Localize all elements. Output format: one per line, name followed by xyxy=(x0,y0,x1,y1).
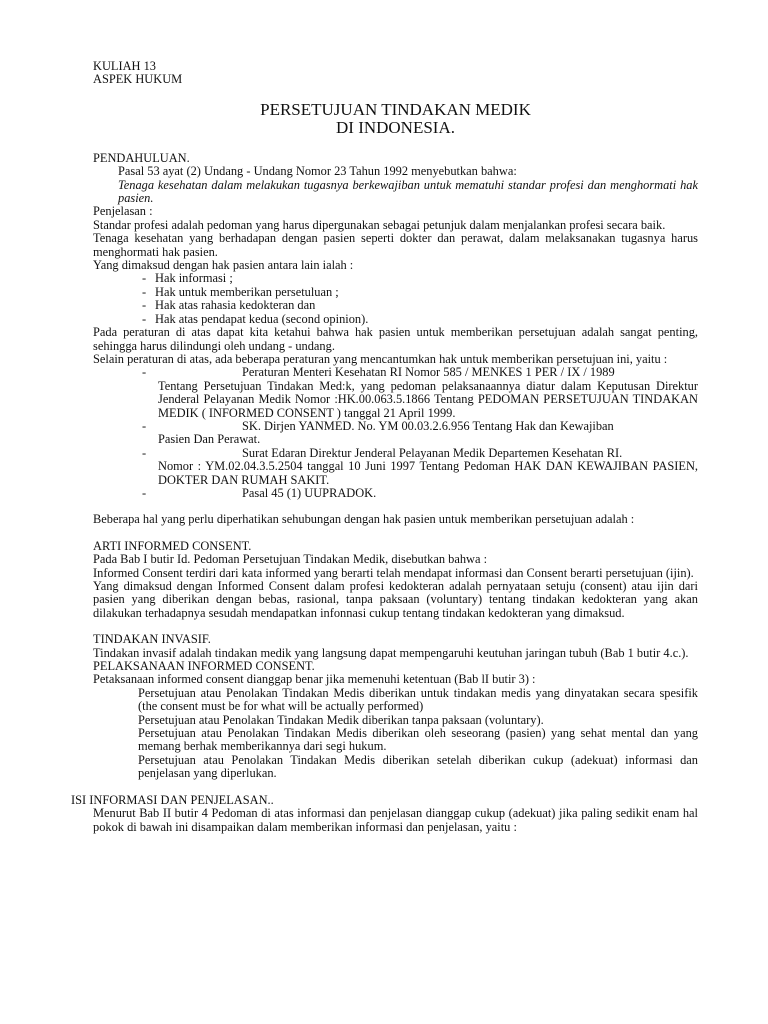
list-item: - Hak informasi ; xyxy=(93,272,698,285)
regulation-first-line: Pasal 45 (1) UUPRADOK. xyxy=(242,485,377,500)
title-line-1: PERSETUJUAN TINDAKAN MEDIK xyxy=(260,99,531,119)
section-heading: PENDAHULUAN. xyxy=(93,150,190,165)
list-item: Persetujuan atau Penolakan Tindakan Medik diberikan tanpa paksaan (voluntary). xyxy=(138,712,544,727)
section-heading: TINDAKAN INVASIF. xyxy=(93,632,211,647)
course-number: KULIAH 13 xyxy=(93,59,156,73)
section-pelaksanaan xyxy=(93,660,698,781)
list-item: - Surat Edaran Direktur Jenderal Pelayanan Medik Departemen Kesehatan RI. Nomor : YM.02.04.3.5.2504 tanggal 10 Juni 1997 Tentang Pedoman HAK DAN KEWAJIBAN PASIEN, DOKTER DAN RUMAH SAKIT. xyxy=(142,445,698,487)
course-topic: ASPEK HUKUM xyxy=(93,72,183,87)
regulation-continuation: Pasien Dan Perawat. xyxy=(158,432,261,447)
regulations-list xyxy=(93,366,698,500)
paragraph: Informed Consent terdiri dari kata informed yang berarti telah mendapat informasi dan Consent berarti persetujuan (ijin). xyxy=(93,565,694,580)
list-item: - Hak atas rahasia kedokteran dan xyxy=(93,299,698,312)
list-item: Persetujuan atau Penolakan Tindakan Medis diberikan untuk tindakan medis yang dinyatakan secara spesifik (the consent must be for what will be actually performed) xyxy=(138,685,698,714)
paragraph: Beberapa hal yang perlu diperhatikan sehubungan dengan hak pasien untuk memberikan persetujuan adalah : xyxy=(93,512,635,527)
section-invasif xyxy=(93,633,698,660)
paragraph: Yang dimaksud dengan Informed Consent dalam profesi kedokteran adalah pernyataan setuju (consent) atau ijin dari pasien yang diberikan dengan bebas, rasional, tanpa paksaan (voluntary) tentang tindakan kedokteran yang akan dilakukan terhadapnya sesudah mendapatkan infonnasi cukup tentang tindakan kedokteran yang dimaksud. xyxy=(93,579,698,620)
regulation-continuation: Tentang Persetujuan Tindakan Med:k, yang pedoman pelaksanaannya diatur dalam Keputusan Direktur Jenderal Pelayanan Medik Nomor :HK.00.063.5.1866 Tentang PEDOMAN PERSETUJUAN TINDAKAN MEDIK ( INFORMED CONSENT ) tanggal 21 April 1999. xyxy=(158,378,698,420)
paragraph: Yang dimaksud dengan hak pasien antara lain ialah : xyxy=(93,258,354,273)
document-title xyxy=(93,101,698,138)
paragraph: Selain peraturan di atas, ada beberapa peraturan yang mencantumkan hak untuk memberikan persetujuan ini, yaitu : xyxy=(93,351,668,366)
list-item: - Peraturan Menteri Kesehatan RI Nomor 585 / MENKES 1 PER / IX / 1989 Tentang Persetujuan Tindakan Med:k, yang pedoman pelaksanaannya diatur dalam Keputusan Direktur Jenderal Pelayanan Medik Nomor :HK.00.063.5.1866 Tentang PEDOMAN PERSETUJUAN TINDAKAN MEDIK ( INFORMED CONSENT ) tanggal 21 April 1999. xyxy=(142,365,698,420)
paragraph: Pada peraturan di atas dapat kita ketahui bahwa hak pasien untuk memberikan persetujuan adalah sangat penting, sehingga harus dilindungi oleh undang - undang. xyxy=(93,325,698,353)
section-heading: ISI INFORMASI DAN PENJELASAN.. xyxy=(71,792,274,807)
paragraph: Tindakan invasif adalah tindakan medik yang langsung dapat mempengaruhi keutuhan jaringan tubuh (Bab 1 butir 4.c.). xyxy=(93,645,689,660)
section-isi xyxy=(71,792,698,834)
paragraph: Pada Bab I butir Id. Pedoman Persetujuan Tindakan Medik, disebutkan bahwa : xyxy=(93,552,488,567)
title-line-2: DI INDONESIA. xyxy=(336,118,455,138)
list-item: Persetujuan atau Penolakan Tindakan Medis diberikan setelah diberikan cukup (adekuat) informasi dan penjelasan yang diperlukan. xyxy=(138,752,698,781)
patient-rights-list xyxy=(93,272,698,326)
regulation-first-line: SK. Dirjen YANMED. No. YM 00.03.2.6.956 Tentang Hak dan Kewajiban xyxy=(242,418,614,433)
list-item: Persetujuan atau Penolakan Tindakan Medis diberikan oleh seseorang (pasien) yang sehat mental dan yang memang berhak memberikannya dari segi hukum. xyxy=(138,726,698,754)
list-item: - Pasal 45 (1) UUPRADOK. xyxy=(93,487,698,500)
regulation-first-line: Surat Edaran Direktur Jenderal Pelayanan Medik Departemen Kesehatan RI. xyxy=(242,445,623,460)
paragraph: Tenaga kesehatan yang berhadapan dengan pasien seperti dokter dan perawat, dalam melaksanakan tugasnya harus menghormati hak pasien. xyxy=(93,231,698,259)
course-header xyxy=(93,60,698,87)
section-pendahuluan xyxy=(93,152,698,527)
section-heading: PELAKSANAAN INFORMED CONSENT. xyxy=(93,659,315,674)
pasal-reference: Pasal 53 ayat (2) Undang - Undang Nomor 23 Tahun 1992 menyebutkan bahwa: xyxy=(118,164,517,179)
section-arti xyxy=(93,540,698,620)
paragraph: Petaksanaan informed consent dianggap benar jika memenuhi ketentuan (Bab lI butir 3) : xyxy=(93,672,536,687)
pasal-quote: Tenaga kesehatan dalam melakukan tugasnya berkewajiban untuk mematuhi standar profesi dan menghormati hak pasien. xyxy=(118,177,698,206)
list-item: - Hak atas pendapat kedua (second opinion). xyxy=(93,313,698,326)
penjelasan-label: Penjelasan : xyxy=(93,204,153,219)
regulation-continuation: Nomor : YM.02.04.3.5.2504 tanggal 10 Juni 1997 Tentang Pedoman HAK DAN KEWAJIBAN PASIEN, DOKTER DAN RUMAH SAKIT. xyxy=(158,459,698,487)
paragraph: Standar profesi adalah pedoman yang harus dipergunakan sebagai petunjuk dalam menjalankan profesi secara baik. xyxy=(93,217,666,232)
section-heading: ARTI INFORMED CONSENT. xyxy=(93,538,252,553)
list-item: - SK. Dirjen YANMED. No. YM 00.03.2.6.956 Tentang Hak dan Kewajiban Pasien Dan Perawat. xyxy=(93,420,698,447)
list-item: - Hak untuk memberikan persetuluan ; xyxy=(93,286,698,299)
regulation-first-line: Peraturan Menteri Kesehatan RI Nomor 585 / MENKES 1 PER / IX / 1989 xyxy=(242,365,615,380)
paragraph: Menurut Bab II butir 4 Pedoman di atas informasi dan penjelasan dianggap cukup (adekuat) jika paling sedikit enam hal pokok di bawah ini disampaikan dalam memberikan informasi dan penjelasan, yaitu : xyxy=(93,806,698,834)
